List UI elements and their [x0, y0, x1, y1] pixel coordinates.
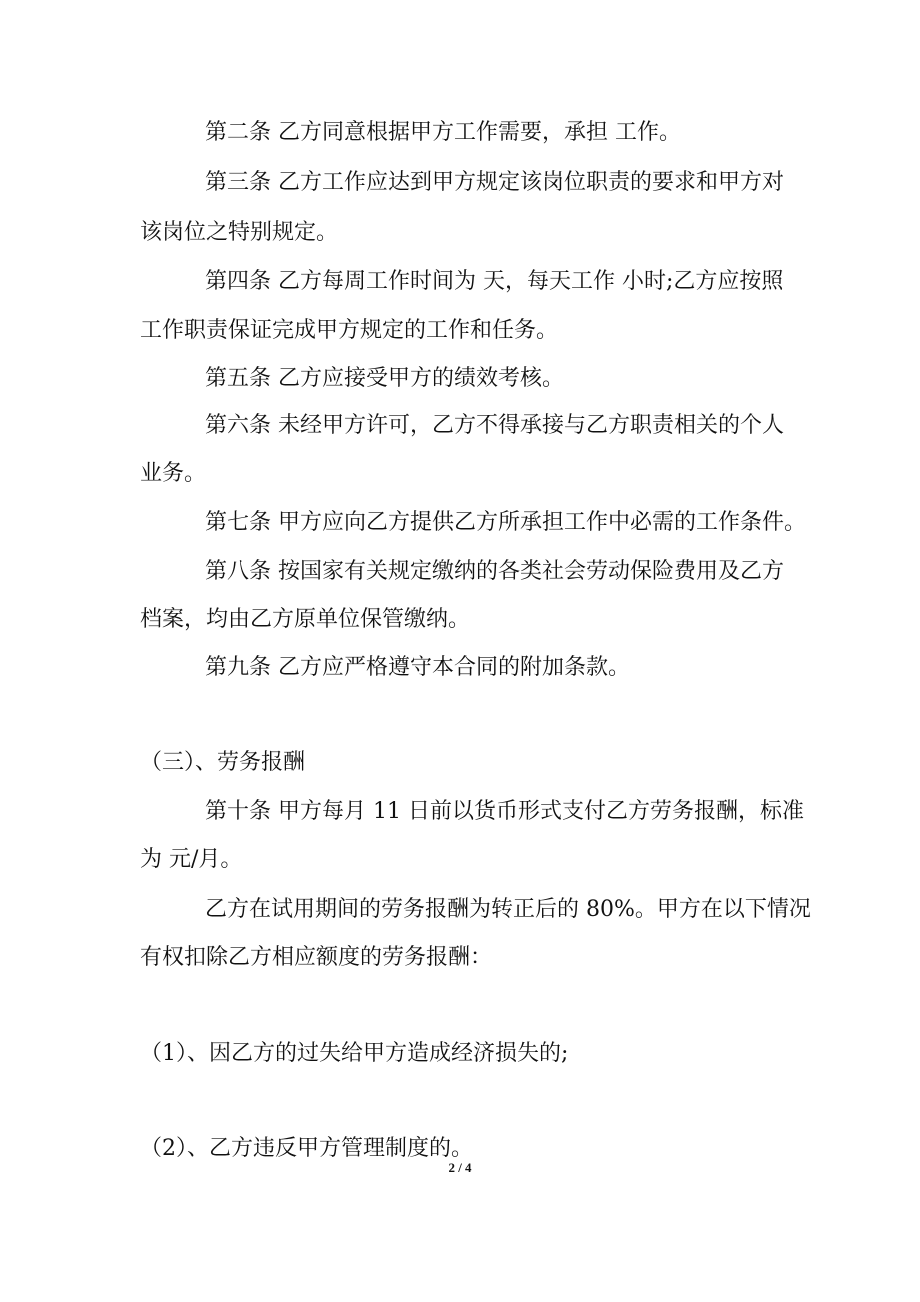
- article-9-line-1: 第九条 乙方应严格遵守本合同的附加条款。: [205, 655, 630, 680]
- article-8-line-2: 档案，均由乙方原单位保管缴纳。: [140, 607, 471, 632]
- page-number: 2 / 4: [448, 1160, 472, 1175]
- article-10-line-1: 第十条 甲方每月 11 日前以货币形式支付乙方劳务报酬，标准: [205, 799, 804, 824]
- deduction-item-1: （1）、因乙方的过失给甲方造成经济损失的;: [140, 1041, 569, 1066]
- article-5-line-1: 第五条 乙方应接受甲方的绩效考核。: [205, 366, 564, 391]
- article-8-line-1: 第八条 按国家有关规定缴纳的各类社会劳动保险费用及乙方: [205, 559, 784, 584]
- article-6-line-2: 业务。: [140, 461, 207, 486]
- article-4-line-2: 工作职责保证完成甲方规定的工作和任务。: [140, 318, 559, 343]
- article-6-line-1: 第六条 未经甲方许可，乙方不得承接与乙方职责相关的个人: [205, 413, 784, 438]
- article-3-line-2: 该岗位之特别规定。: [140, 220, 339, 245]
- article-4-line-1: 第四条 乙方每周工作时间为 天，每天工作 小时;乙方应按照: [205, 269, 784, 294]
- deduction-item-2: （2）、乙方违反甲方管理制度的。: [140, 1136, 473, 1161]
- probation-line-2: 有权扣除乙方相应额度的劳务报酬：: [140, 945, 493, 970]
- section-heading: （三）、劳务报酬: [140, 750, 306, 775]
- article-2-line-1: 第二条 乙方同意根据甲方工作需要，承担 工作。: [205, 120, 681, 145]
- article-10-line-2: 为 元/月。: [140, 847, 243, 872]
- article-3-line-1: 第三条 乙方工作应达到甲方规定该岗位职责的要求和甲方对: [205, 170, 784, 195]
- article-7-line-1: 第七条 甲方应向乙方提供乙方所承担工作中必需的工作条件。: [205, 510, 806, 535]
- probation-line-1: 乙方在试用期间的劳务报酬为转正后的 80%。甲方在以下情况: [205, 897, 811, 922]
